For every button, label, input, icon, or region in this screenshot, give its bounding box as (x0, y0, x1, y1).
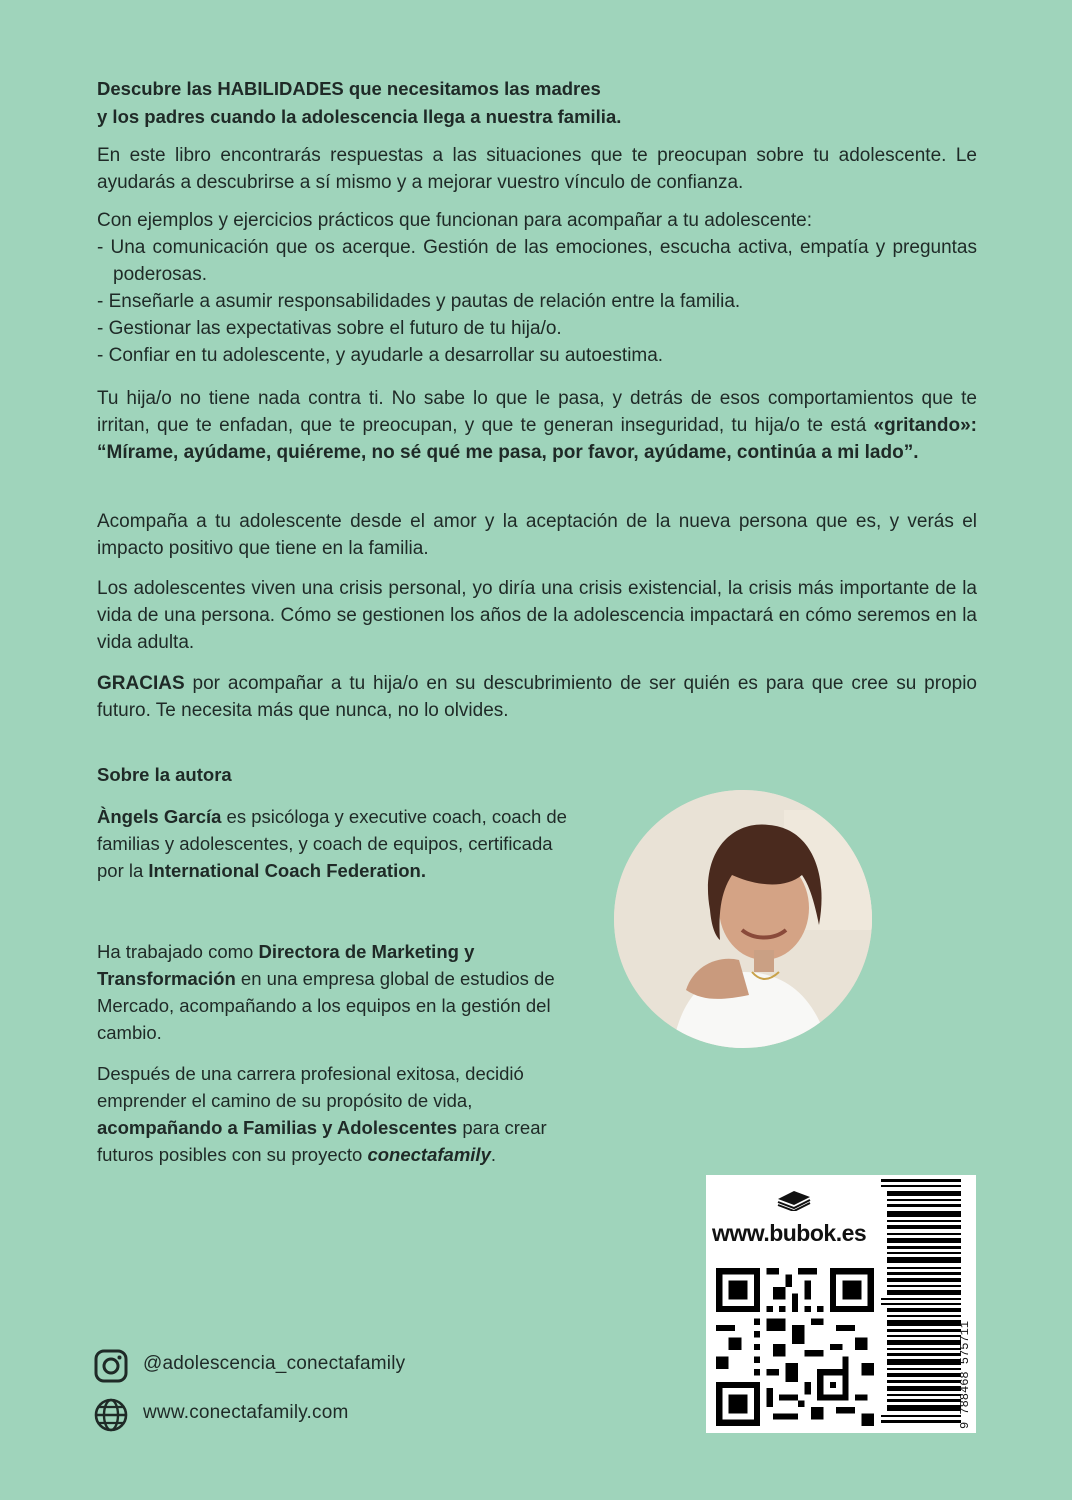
globe-icon (93, 1397, 129, 1433)
intro-line-1: Descubre las HABILIDADES que necesitamos las madres (97, 78, 601, 99)
list-item: - Enseñarle a asumir responsabilidades y pautas de relación entre la familia. (97, 291, 741, 312)
website-link[interactable]: www.conectafamily.com (143, 1402, 349, 1423)
list-item: - Una comunicación que os acerque. Gestión de las emociones, escucha activa, empatía y preguntas poderosas. (97, 237, 977, 285)
instagram-icon (93, 1348, 129, 1384)
author-name: Àngels García (97, 806, 222, 827)
habilidades-emphasis: HABILIDADES (217, 78, 344, 99)
author-section-title: Sobre la autora (97, 764, 232, 785)
author-bio-1: Àngels García es psicóloga y executive coach, coach de familias y adolescentes, y coach de equipos, certificada por la International Coach Federation. (97, 806, 567, 881)
paragraph-2 (97, 207, 977, 369)
intro-line-2: y los padres cuando la adolescencia llega a nuestra familia. (97, 106, 622, 127)
intro-heading (97, 75, 977, 131)
list-item: - Confiar en tu adolescente, y ayudarle a desarrollar su autoestima. (97, 345, 664, 366)
author-role: Directora de Marketing y Transformación (97, 941, 475, 989)
paragraph-1: En este libro encontrarás respuestas a las situaciones que te preocupan sobre tu adolescente. Le ayudarás a descubrirse a sí mismo y a mejorar vuestro vínculo de confianza. (97, 145, 977, 193)
instagram-handle[interactable]: @adolescencia_conectafamily (143, 1353, 406, 1374)
isbn-digits: 9 788468 575711 (958, 1320, 972, 1429)
paragraph-2-lead: Con ejemplos y ejercicios prácticos que funcionan para acompañar a tu adolescente: (97, 210, 813, 231)
author-bio-3: Después de una carrera profesional exitosa, decidió emprender el camino de su propósito de vida, acompañando a Familias y Adolescentes para crear futuros posibles con su proyecto conectafamily. (97, 1063, 547, 1165)
books-icon (776, 1185, 812, 1211)
organization-name: International Coach Federation. (148, 860, 426, 881)
author-bio-2: Ha trabajado como Directora de Marketing y Transformación en una empresa global de estudios de Mercado, acompañando a los equipos en la gestión del cambio. (97, 941, 555, 1043)
qr-code (716, 1268, 874, 1426)
project-name: conectafamily (367, 1144, 491, 1165)
quote-emphasis: «gritando»: “Mírame, ayúdame, quiéreme, no sé qué me pasa, por favor, ayúdame, continúa a mi lado”. (97, 415, 977, 463)
mission-emphasis: acompañando a Familias y Adolescentes (97, 1117, 458, 1138)
author-photo (614, 790, 872, 1048)
paragraph-6: GRACIAS por acompañar a tu hija/o en su descubrimiento de ser quién es para que cree su propio futuro. Te necesita más que nunca, no lo olvides. (97, 673, 977, 721)
paragraph-3: Tu hija/o no tiene nada contra ti. No sabe lo que le pasa, y detrás de esos comportamientos que te irritan, que te enfadan, que te preocupan, y que te generan inseguridad, tu hija/o te está «gritando»: “Mírame, ayúdame, quiéreme, no sé qué me pasa, por favor, ayúdame, continúa a mi lado”. (97, 388, 977, 463)
skills-list (97, 234, 977, 369)
publisher-label (706, 1175, 976, 1433)
paragraph-4: Acompaña a tu adolescente desde el amor y la aceptación de la nueva persona que es, y verás el impacto positivo que tiene en la familia. (97, 511, 977, 559)
barcode (881, 1179, 961, 1429)
paragraph-5: Los adolescentes viven una crisis personal, yo diría una crisis existencial, la crisis más importante de la vida de una persona. Cómo se gestionen los años de la adolescencia impactará en cómo seremos en la vida adulta. (97, 578, 977, 653)
publisher-site: www.bubok.es (712, 1220, 867, 1246)
gracias-emphasis: GRACIAS (97, 673, 185, 694)
list-item: - Gestionar las expectativas sobre el futuro de tu hija/o. (97, 318, 562, 339)
